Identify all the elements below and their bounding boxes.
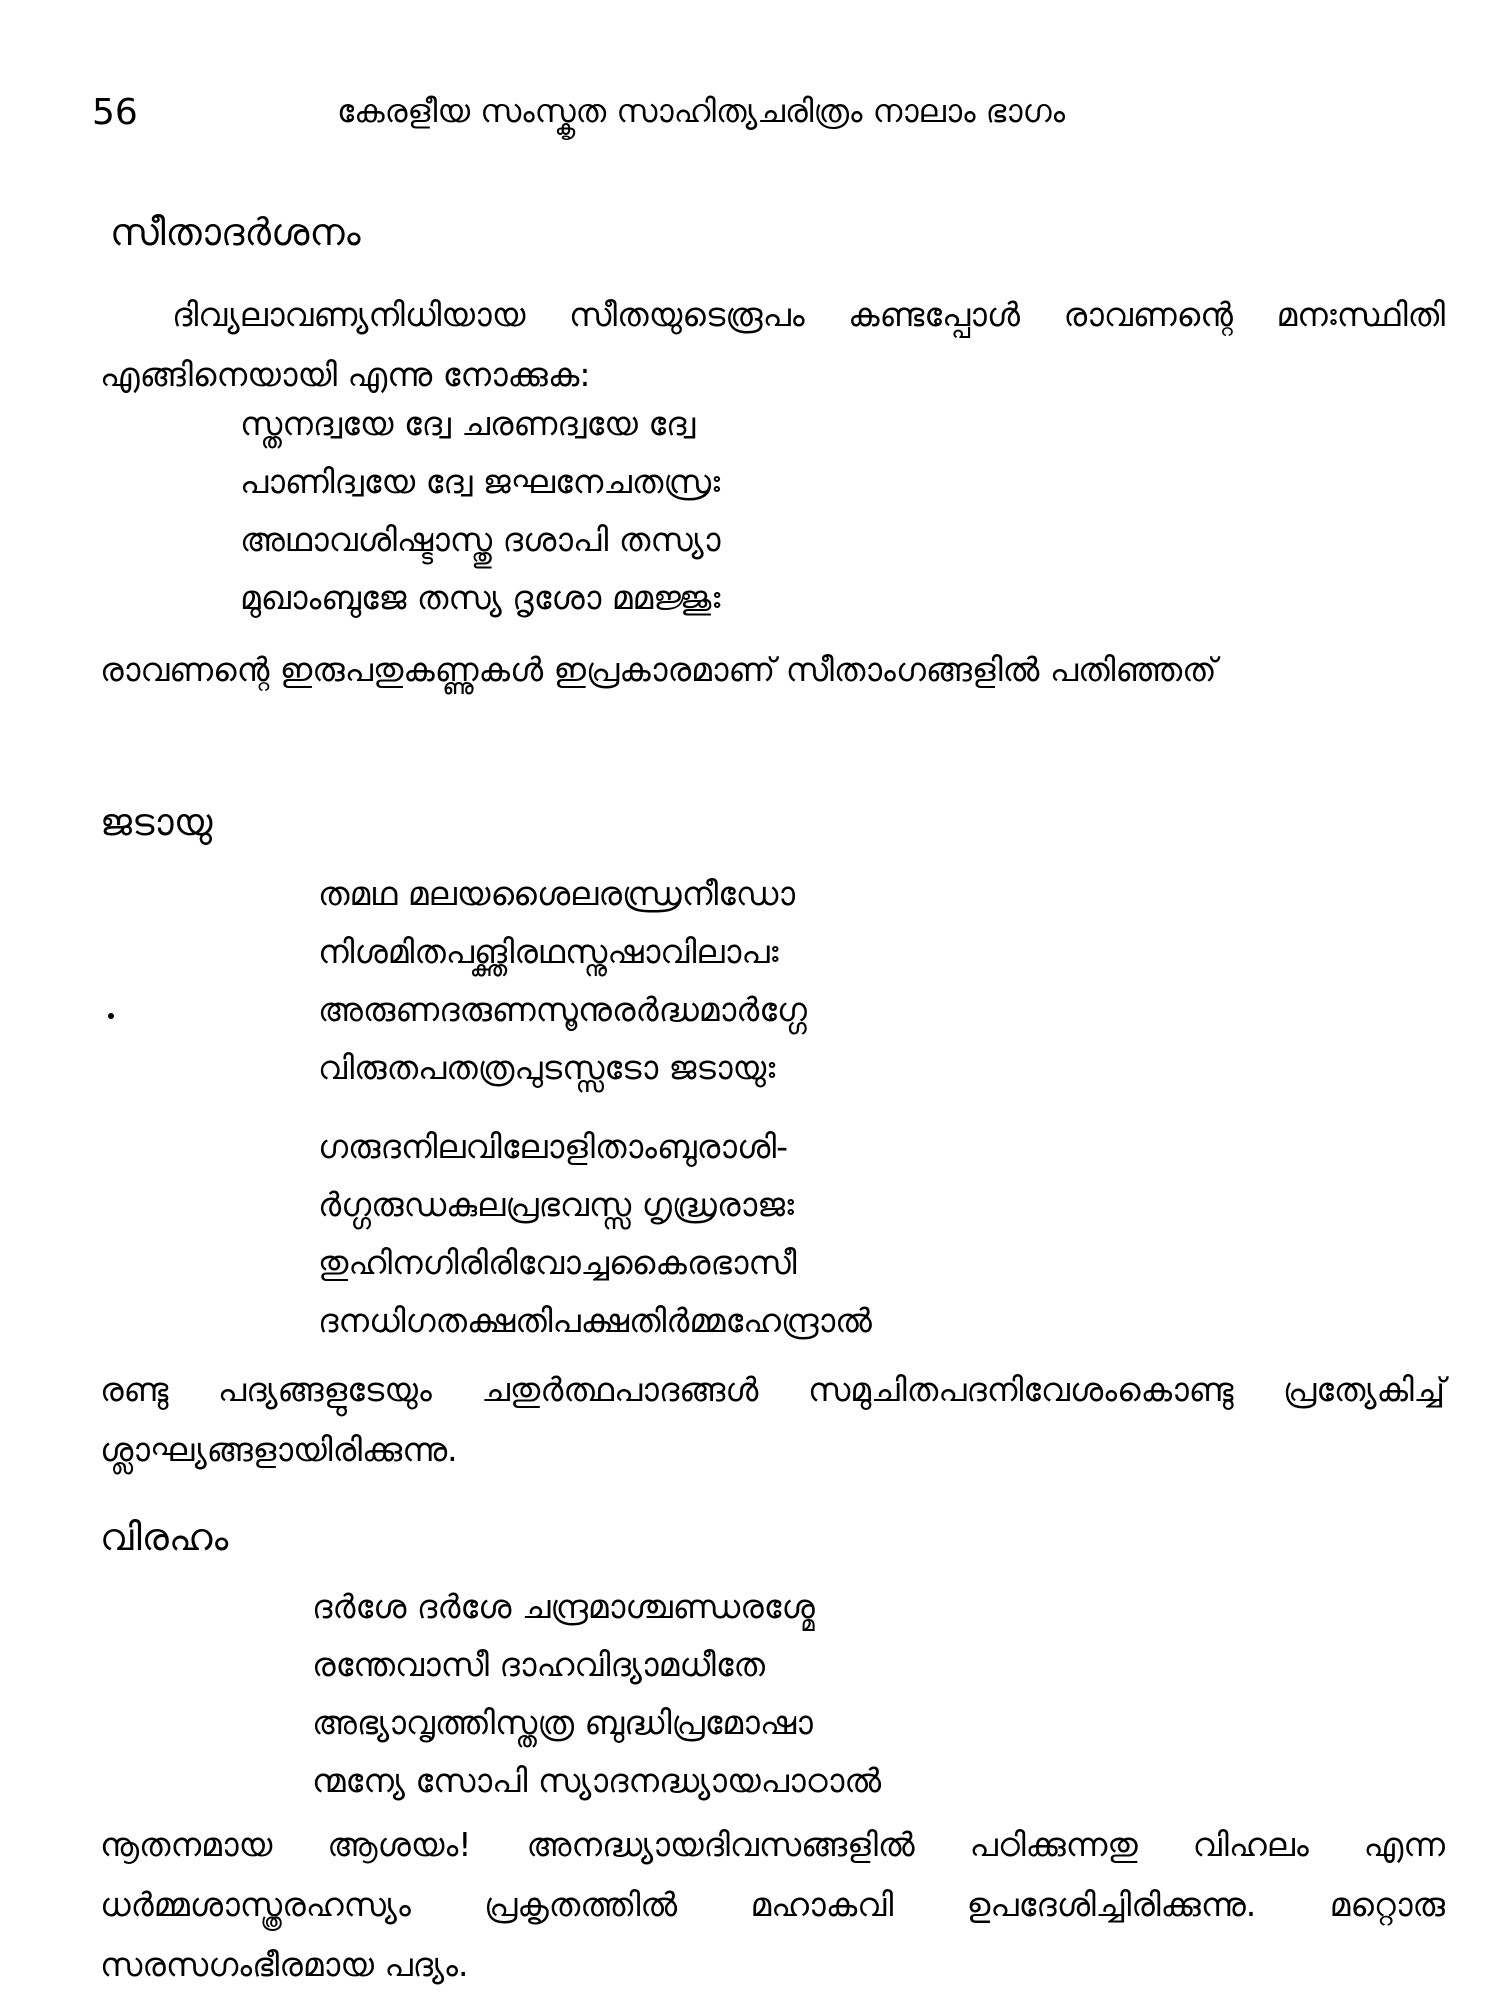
verse-line: തുഹിനഗിരിരിവോച്ചകൈരഭാസീ: [318, 1243, 797, 1282]
verse-line: ഗരുദനിലവിലോളിതാംബുരാശി-: [318, 1127, 789, 1166]
verse-line: ദർശേ ദർശേ ചന്ദ്രമാശ്ചണ്ഡരശ്മേ: [312, 1587, 815, 1626]
intro-text: ദിവ്യലാവണ്യനിധിയായ സീതയുടെരൂപം കണ്ടപ്പോൾ രാവണന്റെ മനഃസ്ഥിതി എങ്ങിനെയായി എന്നു നോക്കുക:: [100, 295, 1445, 394]
intro-paragraph: [100, 285, 1445, 405]
verse-line: വിരുതപതത്രപുടസ്സടോ ജടായുഃ: [318, 1048, 776, 1087]
page-number: 56: [92, 92, 138, 133]
verse-line: പാണിദ്വയേ ദ്വേ ജഘനേചതസ്രഃ: [240, 462, 721, 501]
verse-line: ന്മന്യേ സോപി സ്യാദനദ്ധ്യായപാഠാൽ: [312, 1761, 882, 1800]
verse-viraham: [312, 1578, 881, 1810]
verse-line: രന്തേവാസീ ദാഹവിദ്യാമധീതേ: [312, 1645, 765, 1684]
verse-line: ദനധിഗതക്ഷതിപക്ഷതിർമ്മഹേന്ദ്രാൽ: [318, 1301, 872, 1340]
comment-paragraph-3: [100, 1815, 1445, 1995]
comment-text: രാവണന്റെ ഇരുപതുകണ്ണുകൾ ഇപ്രകാരമാണ് സീതാംഗങ്ങളിൽ പതിഞ്ഞത്: [100, 650, 1217, 689]
running-title: കേരളീയ സംസ്കൃത സാഹിത്യചരിത്രം നാലാം ഭാഗം: [337, 92, 1065, 130]
verse-line: തമഥ മലയശൈലരന്ധ്രനീഡോ: [318, 874, 796, 913]
comment-text: രണ്ടു പദ്യങ്ങളുടേയും ചതുർത്ഥപാദങ്ങൾ സമുചിതപദനിവേശംകൊണ്ടു പ്രത്യേകിച്ച് ശ്ലാഘ്യങ്ങളായിരിക്കുന്നു.: [100, 1370, 1445, 1469]
verse-line: അരുണദരുണസൂനുരർദ്ധമാർഗ്ഗേ: [318, 990, 807, 1029]
verse-line: അഥാവശിഷ്ടാസ്തു ദശാപി തസ്യാ: [240, 520, 721, 559]
verse-line: അഭ്യാവൃത്തിസ്തത്ര ബുദ്ധിപ്രമോഷാ: [312, 1703, 813, 1742]
verse-seethadarshanam: [240, 395, 720, 627]
verse-jatayu-1: [318, 865, 807, 1097]
stray-mark: [108, 1013, 114, 1019]
verse-line: ർഗ്ഗരുഡകുലപ്രഭവസ്സ ഗൃദ്ധ്രരാജഃ: [318, 1185, 794, 1224]
section-heading-viraham: വിരഹം: [100, 1515, 229, 1559]
verse-line: സ്തനദ്വയേ ദ്വേ ചരണദ്വയേ ദ്വേ: [240, 404, 696, 443]
verse-jatayu-2: [318, 1118, 872, 1350]
verse-line: മുഖാംബുജേ തസ്യ ദൃശോ മമജ്ജുഃ: [240, 578, 721, 617]
comment-paragraph-2: [100, 1360, 1445, 1480]
page-header: [92, 92, 1440, 142]
verse-line: നിശമിതപങ്ക്തിരഥസ്നുഷാവിലാപഃ: [318, 932, 779, 971]
comment-paragraph-1: [100, 640, 1445, 700]
section-heading-seethadarshanam: സീതാദർശനം: [110, 210, 361, 254]
section-heading-jatayu: ജടായു: [100, 800, 213, 844]
comment-text: നൂതനമായ ആശയം! അനദ്ധ്യായദിവസങ്ങളിൽ പഠിക്കുന്നതു വിഹലം എന്ന ധർമ്മശാസ്ത്രരഹസ്യം പ്രകൃതത്തിൽ മഹാകവി ഉപദേശിച്ചിരിക്കുന്നു. മറ്റൊരു സരസഗംഭീരമായ പദ്യം.: [100, 1825, 1445, 1984]
